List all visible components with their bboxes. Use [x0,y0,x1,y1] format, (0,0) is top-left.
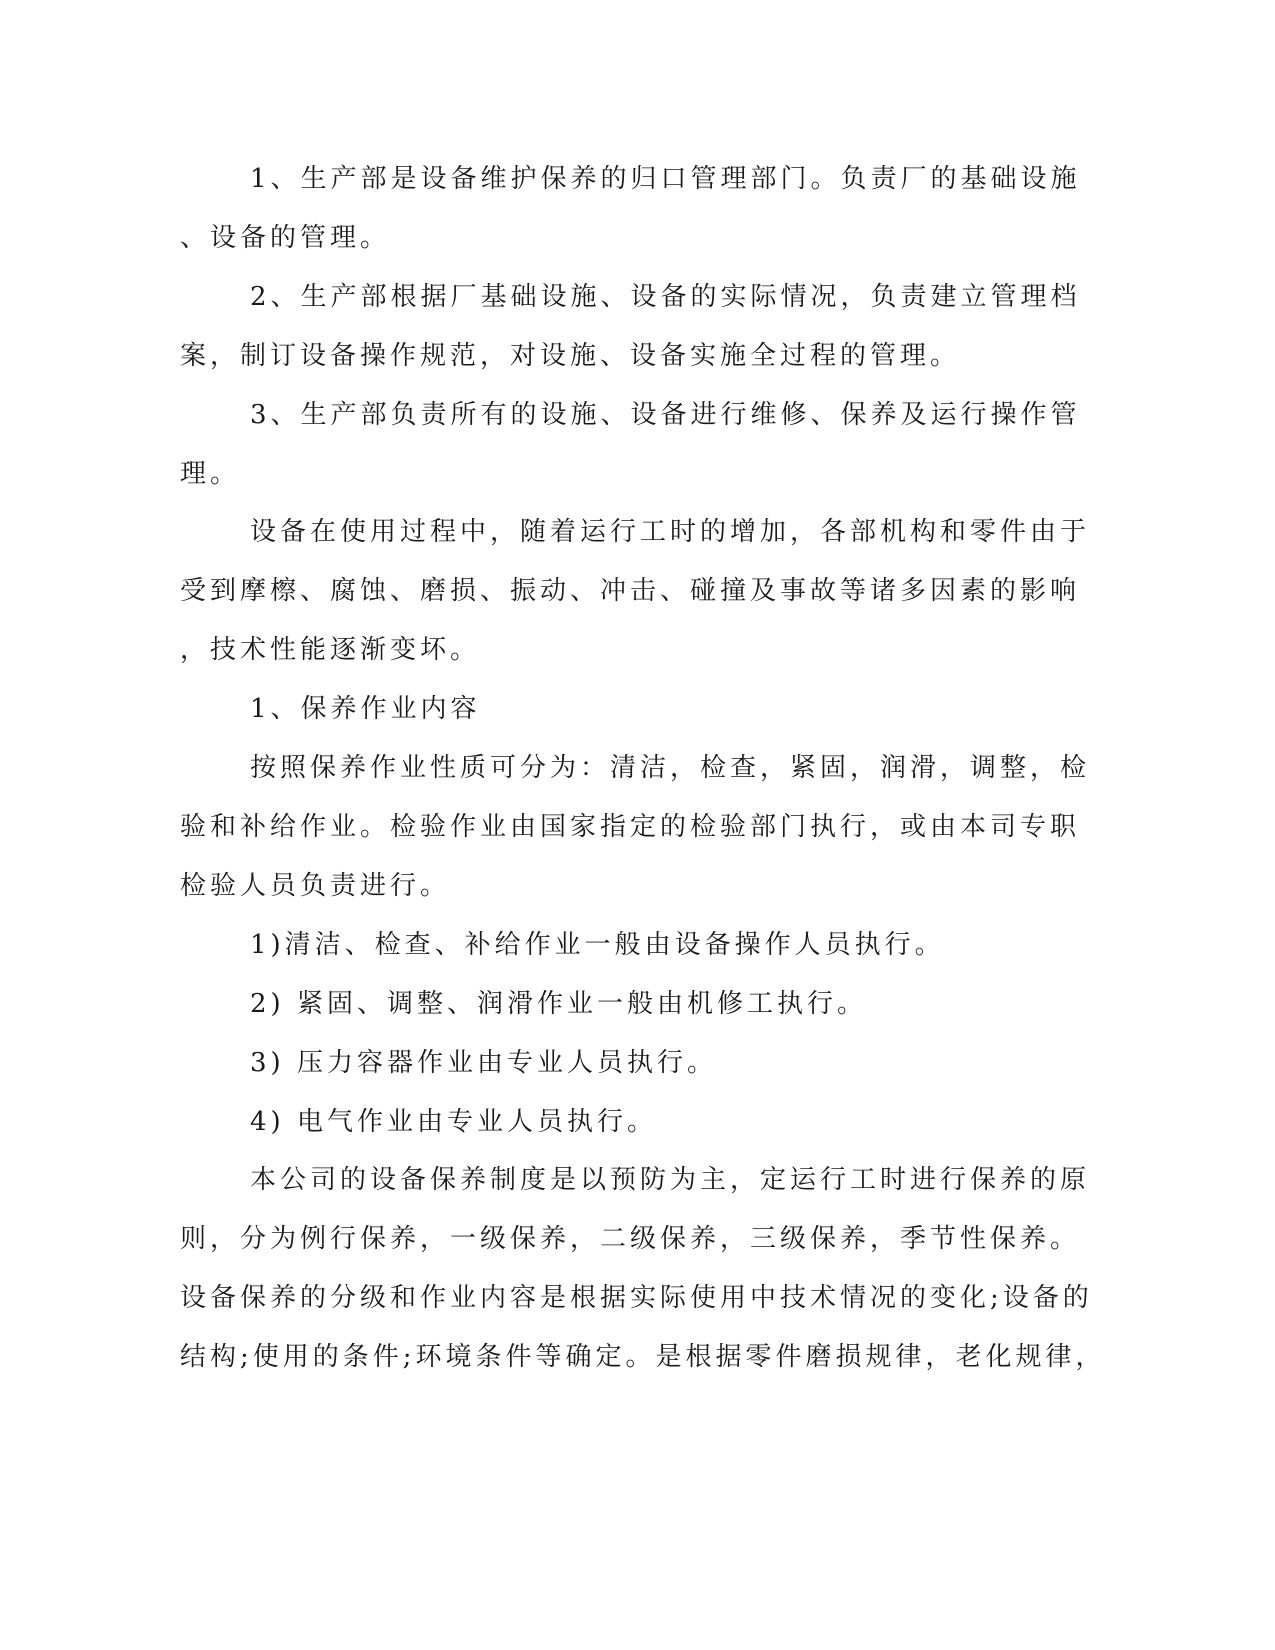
paragraph-line: 3) 压力容器作业由专业人员执行。 [250,1047,717,1078]
paragraph-line: 按照保养作业性质可分为：清洁，检查，紧固，润滑，调整，检 [250,753,1091,784]
paragraph-line: 验和补给作业。检验作业由国家指定的检验部门执行，或由本司专职 [180,811,1081,842]
list-item-2 [180,975,1035,1034]
paragraph-line: 设备保养的分级和作业内容是根据实际使用中技术情况的变化;设备的 [180,1283,1093,1314]
paragraph-6 [180,739,1091,916]
paragraph-line: 2) 紧固、调整、润滑作业一般由机修工执行。 [250,988,867,1019]
paragraph-line: 理。 [180,458,241,489]
paragraph-1 [180,150,1081,268]
paragraph-line: 1、保养作业内容 [250,694,481,725]
paragraph-line: 1)清洁、检查、补给作业一般由设备操作人员执行。 [250,929,945,960]
paragraph-line: 设备在使用过程中，随着运行工时的增加，各部机构和零件由于 [250,517,1091,548]
paragraph-2 [180,268,1081,386]
paragraph-line: 本公司的设备保养制度是以预防为主，定运行工时进行保养的原 [250,1165,1091,1196]
paragraph-line: 结构;使用的条件;环境条件等确定。是根据零件磨损规律，老化规律， [180,1342,1106,1373]
paragraph-line: 2、生产部根据厂基础设施、设备的实际情况，负责建立管理档 [250,281,1081,312]
section-heading [180,680,1035,739]
paragraph-line: 、设备的管理。 [180,222,391,253]
paragraph-line: 1、生产部是设备维护保养的归口管理部门。负责厂的基础设施 [250,164,1081,194]
paragraph-line: 受到摩檫、腐蚀、磨损、振动、冲击、碰撞及事故等诸多因素的影响 [180,576,1081,607]
paragraph-line: 3、生产部负责所有的设施、设备进行维修、保养及运行操作管 [250,399,1081,430]
paragraph-line: 4) 电气作业由专业人员执行。 [250,1106,657,1137]
paragraph-line: 案，制订设备操作规范，对设施、设备实施全过程的管理。 [180,340,961,371]
list-item-3 [180,1034,1035,1093]
paragraph-line: ，技术性能逐渐变坏。 [180,635,481,666]
list-item-4 [180,1093,1035,1152]
paragraph-4 [180,503,1091,680]
list-item-1 [180,916,1035,975]
paragraph-line: 检验人员负责进行。 [180,870,451,901]
paragraph-line: 则，分为例行保养，一级保养，二级保养，三级保养，季节性保养。 [180,1224,1081,1255]
paragraph-3 [180,386,1081,504]
document-body [180,150,1106,1387]
paragraph-11 [180,1151,1106,1387]
